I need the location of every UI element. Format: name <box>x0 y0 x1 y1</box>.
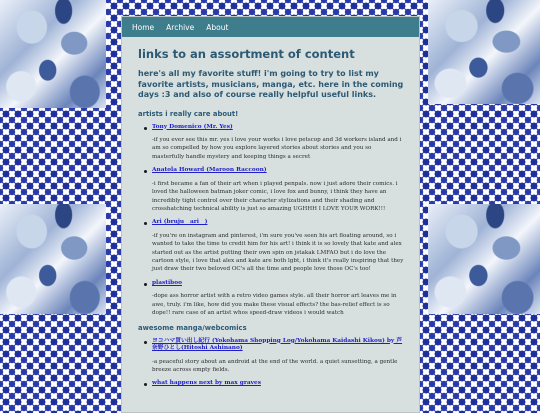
nav-archive-link[interactable]: Archive <box>166 22 195 32</box>
nav-about-link[interactable]: About <box>206 22 229 32</box>
section-heading-manga: awesome manga/webcomics <box>138 323 247 332</box>
list-item <box>152 124 405 162</box>
artist-description: -dope ass horror artist with a retro video games style. all their horror art leaves me in awe, truly. i'm like, how did you make these visual effects? the bas-relief effect is so dope!! rare case of an artist whos speed-draw videos i would watch <box>152 293 397 317</box>
manga-description: -a peaceful story about an android at the end of the world. a quiet sunsetting, a gentle breeze across empty fields. <box>152 358 398 373</box>
artist-link[interactable]: Anatola Howard (Maroon Raccoon) <box>152 167 267 174</box>
intro-text: here's all my favorite stuff! i'm going to try to list my favorite artists, musicians, manga, etc. here in the coming days :3 and also of course really helpful useful links. <box>138 69 404 99</box>
artists-list <box>138 124 405 318</box>
manga-list <box>138 338 405 388</box>
list-item <box>152 219 405 274</box>
list-item <box>152 280 405 318</box>
wallpaper-panel-left-middle <box>0 204 106 314</box>
section-heading-artists: artists i really care about! <box>138 109 239 118</box>
artist-link[interactable]: plastiboo <box>152 279 182 286</box>
wallpaper-panel-right-middle <box>428 204 540 314</box>
manga-link[interactable]: what happens next by max graves <box>152 380 261 387</box>
list-item <box>152 338 405 375</box>
content-page <box>121 16 420 413</box>
artist-link[interactable]: Ari (bruju__ari__) <box>152 219 208 226</box>
artist-link[interactable]: Tony Domenico (Mr. Yes) <box>152 123 233 130</box>
manga-link[interactable]: ヨコハマ買い出し紀行 (Yokohama Shopping Log/Yokohama Kaidashi Kikou) by 芦奈野ひとし(Hitoshi Ashinano) <box>152 337 403 352</box>
top-navbar <box>122 17 419 37</box>
artist-description: -i first became a fan of their art when i played penpals. now i just adore their comics. i loved the halloween batman joker comic, i love fox and bunny, i think they have an incredibly tight control over their character stylizations and their shading and crosshatching technical ability is just so amazing UGHHH I LOVE YOUR WORK!!! <box>152 180 398 212</box>
page-title: links to an assortment of content <box>138 47 355 61</box>
list-item <box>152 167 405 213</box>
list-item <box>152 380 405 388</box>
main-content <box>122 47 419 388</box>
wallpaper-panel-right-top <box>428 0 540 104</box>
wallpaper-panel-left-top <box>0 0 106 108</box>
artist-description: -if you're on instagram and pinterest, i'm sure you've seen his art floating around, so i wanted to take the time to credit him for his art! i think it is so lovely that kate and alex started out as the artist putting their own spin on jstakak LMFAO but i do love the cartoon style, i love that alex and kate are both lgbt, i think it's really inspiring that they just draw their two beloved OC's all the time and people love those OC's too! <box>152 232 404 273</box>
nav-home-link[interactable]: Home <box>132 22 155 32</box>
artist-description: -if you ever see this mr. yes i love your works i love petscop and 3d workers island and i am so compelled by how you explore layered stories about stories and you so masterfully handle mystery and keeping things a secret <box>152 137 402 160</box>
